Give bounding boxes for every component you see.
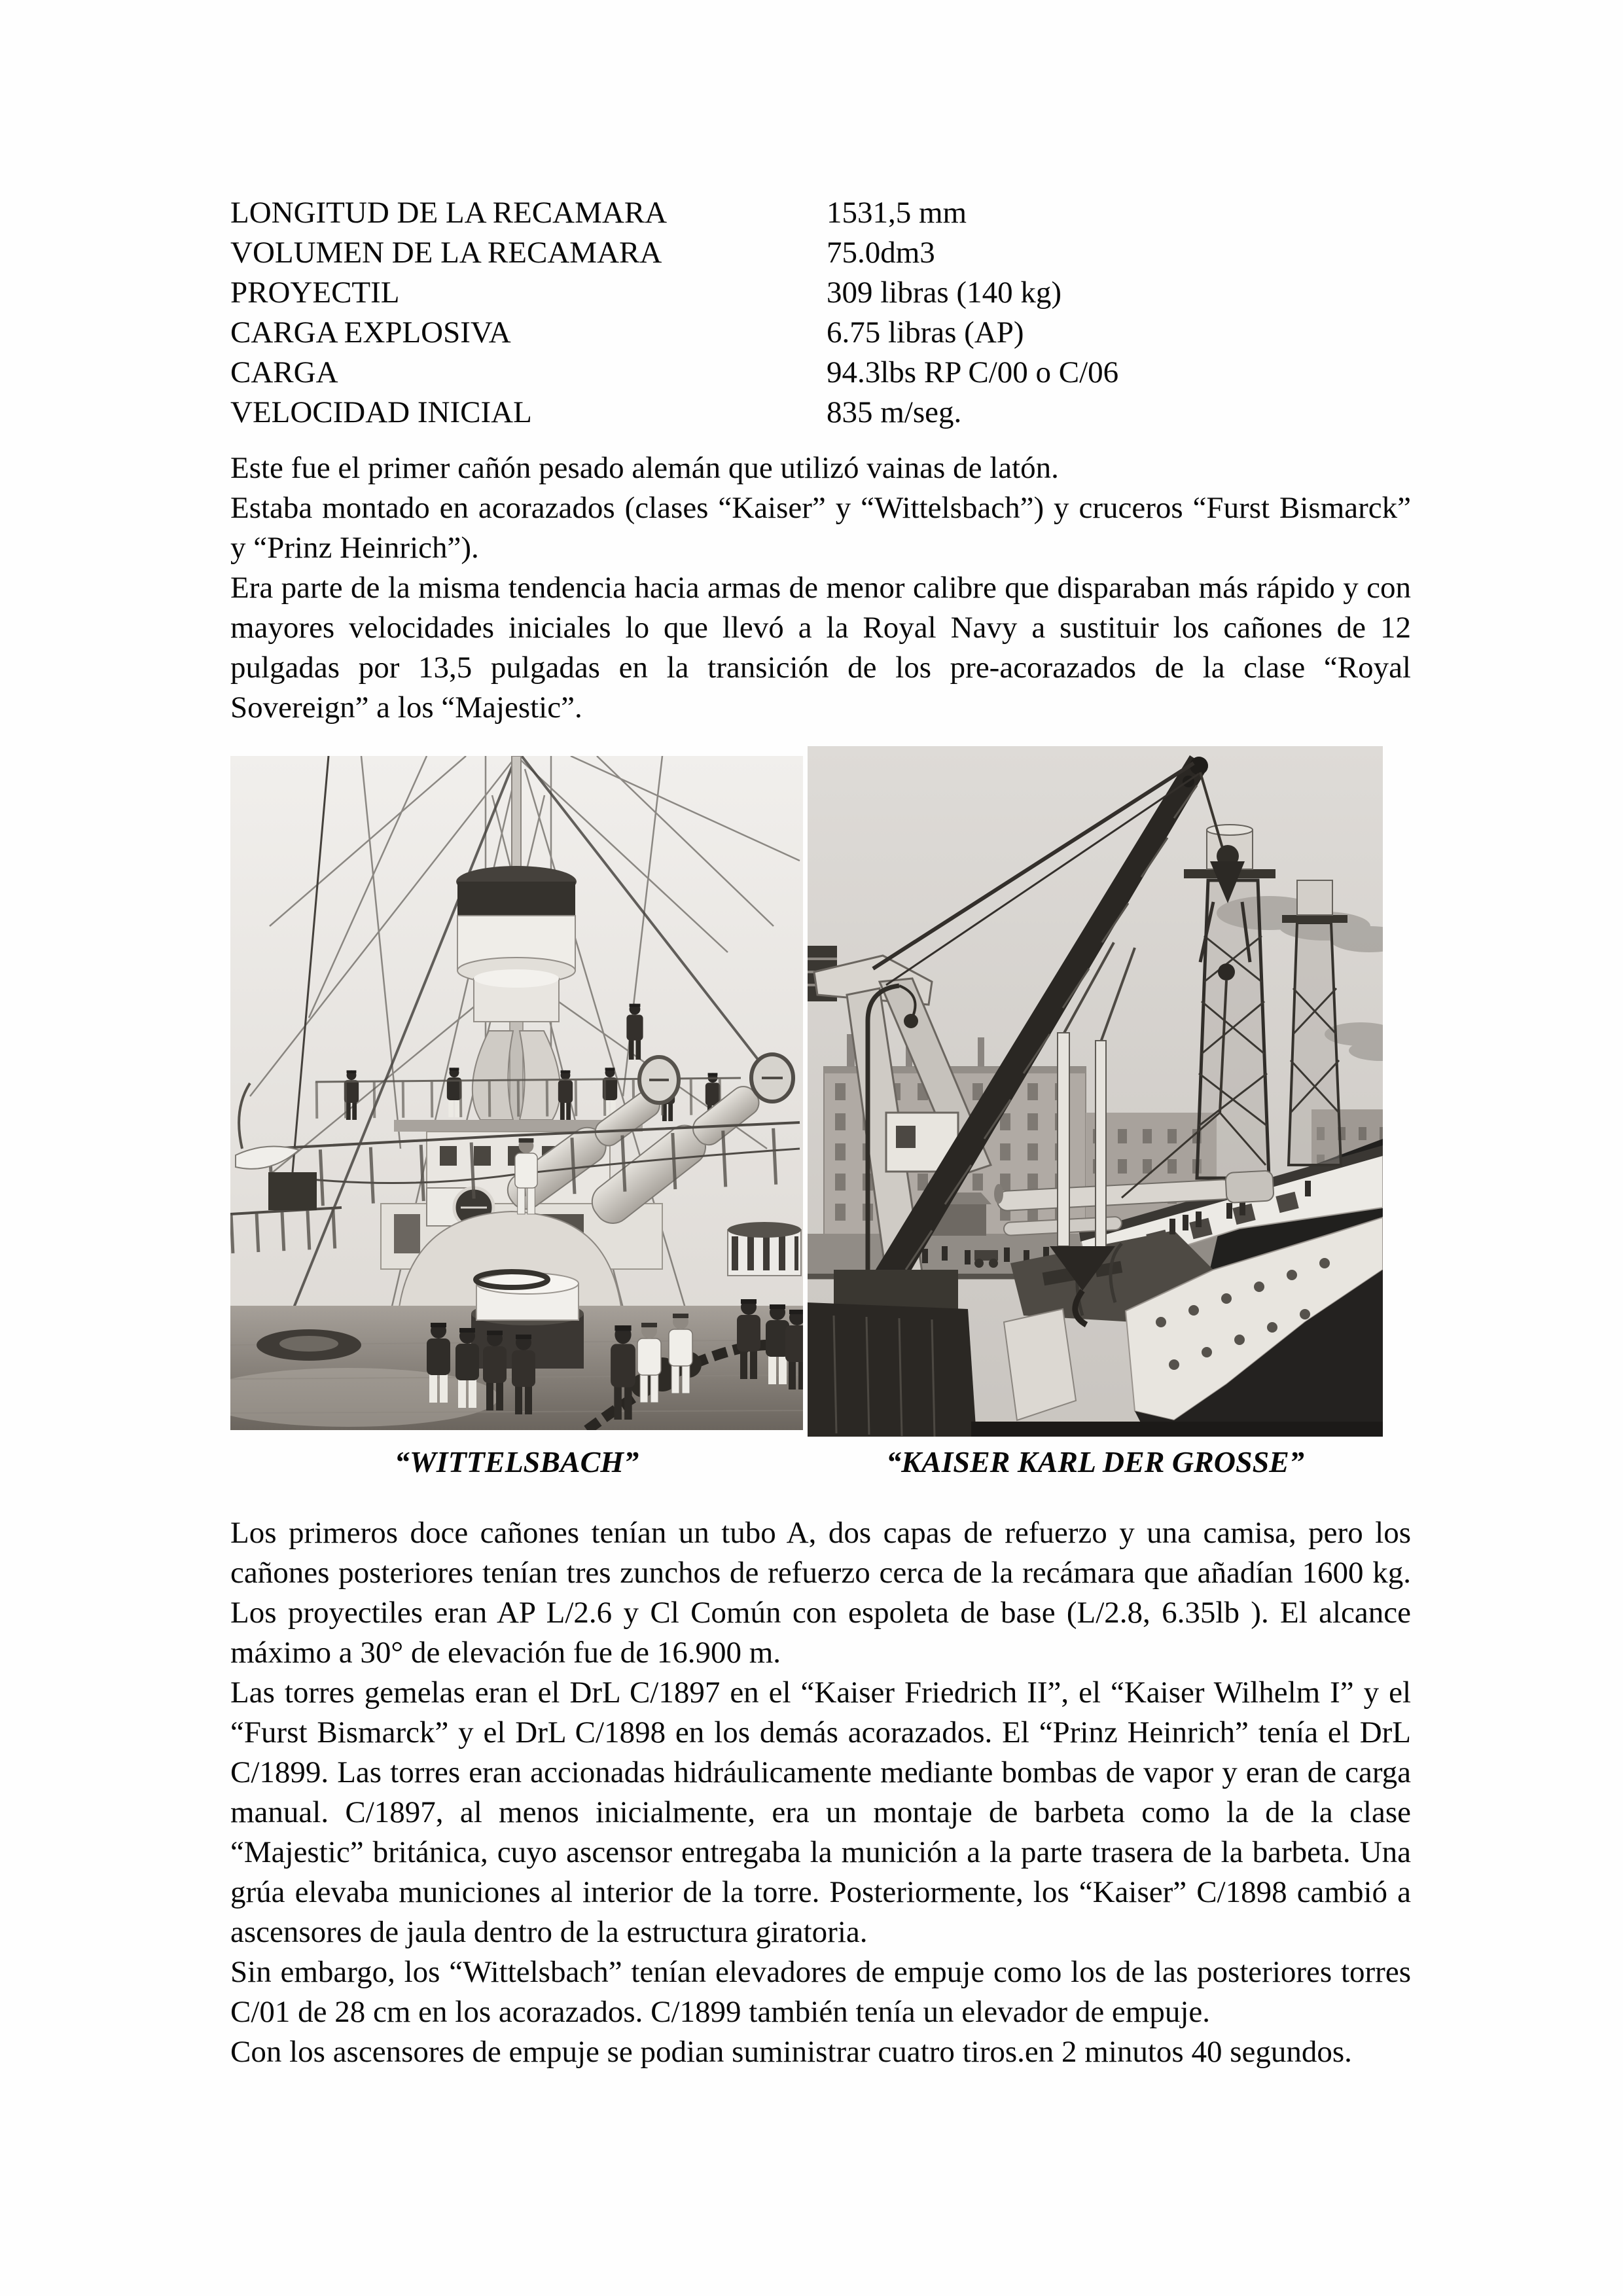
spec-label: LONGITUD DE LA RECAMARA	[230, 196, 668, 230]
figure-captions	[230, 1442, 1411, 1482]
spec-row	[230, 313, 1411, 353]
harbor-crane-illustration	[808, 746, 1383, 1437]
spec-row	[230, 193, 1411, 233]
caption-kaiser: “KAISER KARL DER GROSSE”	[886, 1445, 1304, 1479]
spec-row	[230, 273, 1411, 313]
spec-value: 94.3lbs RP C/00 o C/06	[827, 355, 1119, 389]
caption-wittelsbach: “WITTELSBACH”	[394, 1445, 639, 1479]
body-paragraph-1: Los primeros doce cañones tenían un tubo A, dos capas de refuerzo y una camisa, pero los cañones posteriores tenían tres zunchos de refuerzo cerca de la recámara que añadían 1600 kg. Los proyectiles eran AP L/2.6 y Cl Común con espoleta de base (L/2.8, 6.35lb ). El alcance máximo a 30° de elevación fue de 16.900 m.	[230, 1516, 1411, 1670]
spec-value: 1531,5 mm	[827, 196, 967, 230]
spec-value: 75.0dm3	[827, 236, 935, 270]
figure-row	[230, 746, 1411, 1437]
spec-label: CARGA EXPLOSIVA	[230, 315, 511, 350]
water	[971, 1422, 1383, 1437]
intro-paragraph-3: Era parte de la misma tendencia hacia armas de menor calibre que disparaban más rápido y con mayores velocidades iniciales lo que llevó a la Royal Navy a sustituir los cañones de 12 pulgadas por 13,5 pulgadas en la transición de los pre-acorazados de la clase “Royal Sovereign” a los “Majestic”.	[230, 571, 1411, 725]
spec-row	[230, 393, 1411, 433]
spec-label: VELOCIDAD INICIAL	[230, 395, 532, 429]
spec-row	[230, 353, 1411, 393]
intro-paragraph-1: Este fue el primer cañón pesado alemán que utilizó vainas de latón.	[230, 451, 1059, 485]
spec-value: 6.75 libras (AP)	[827, 315, 1024, 350]
body-paragraph-4: Con los ascensores de empuje se podian suministrar cuatro tiros.en 2 minutos 40 segundos.	[230, 2035, 1352, 2069]
spec-row	[230, 233, 1411, 273]
spec-label: PROYECTIL	[230, 276, 400, 310]
grating-drum	[728, 1222, 801, 1276]
wittelsbach-photo	[230, 756, 803, 1430]
spec-label: VOLUMEN DE LA RECAMARA	[230, 236, 662, 270]
body-paragraph-3: Sin embargo, los “Wittelsbach” tenían elevadores de empuje como los de las posteriores torres C/01 de 28 cm en los acorazados. C/1899 también tenía un elevador de empuje.	[230, 1955, 1411, 2029]
intro-paragraph-2: Estaba montado en acorazados (clases “Kaiser” y “Wittelsbach”) y cruceros “Furst Bismarck” y “Prinz Heinrich”).	[230, 491, 1411, 565]
kaiser-karl-der-grosse-photo	[808, 746, 1383, 1437]
page-content	[230, 193, 1411, 2072]
spec-value: 835 m/seg.	[827, 395, 962, 429]
body-paragraph-2: Las torres gemelas eran el DrL C/1897 en el “Kaiser Friedrich II”, el “Kaiser Wilhelm I” y el “Furst Bismarck” y el DrL C/1898 en los demás acorazados. El “Prinz Heinrich” tenía el DrL C/1899. Las torres eran accionadas hidráulicamente mediante bombas de vapor y eran de carga manual. C/1897, al menos inicialmente, era un montaje de barbeta como la de la clase “Majestic” británica, cuyo ascensor entregaba la munición a la parte trasera de la barbeta. Una grúa elevaba municiones al interior de la torre. Posteriormente, los “Kaiser” C/1898 cambió a ascensores de jaula dentro de la estructura giratoria.	[230, 1676, 1411, 1949]
spec-table	[230, 193, 1411, 433]
spec-label: CARGA	[230, 355, 338, 389]
battleship-deck-illustration	[230, 756, 803, 1430]
spec-value: 309 libras (140 kg)	[827, 276, 1061, 310]
